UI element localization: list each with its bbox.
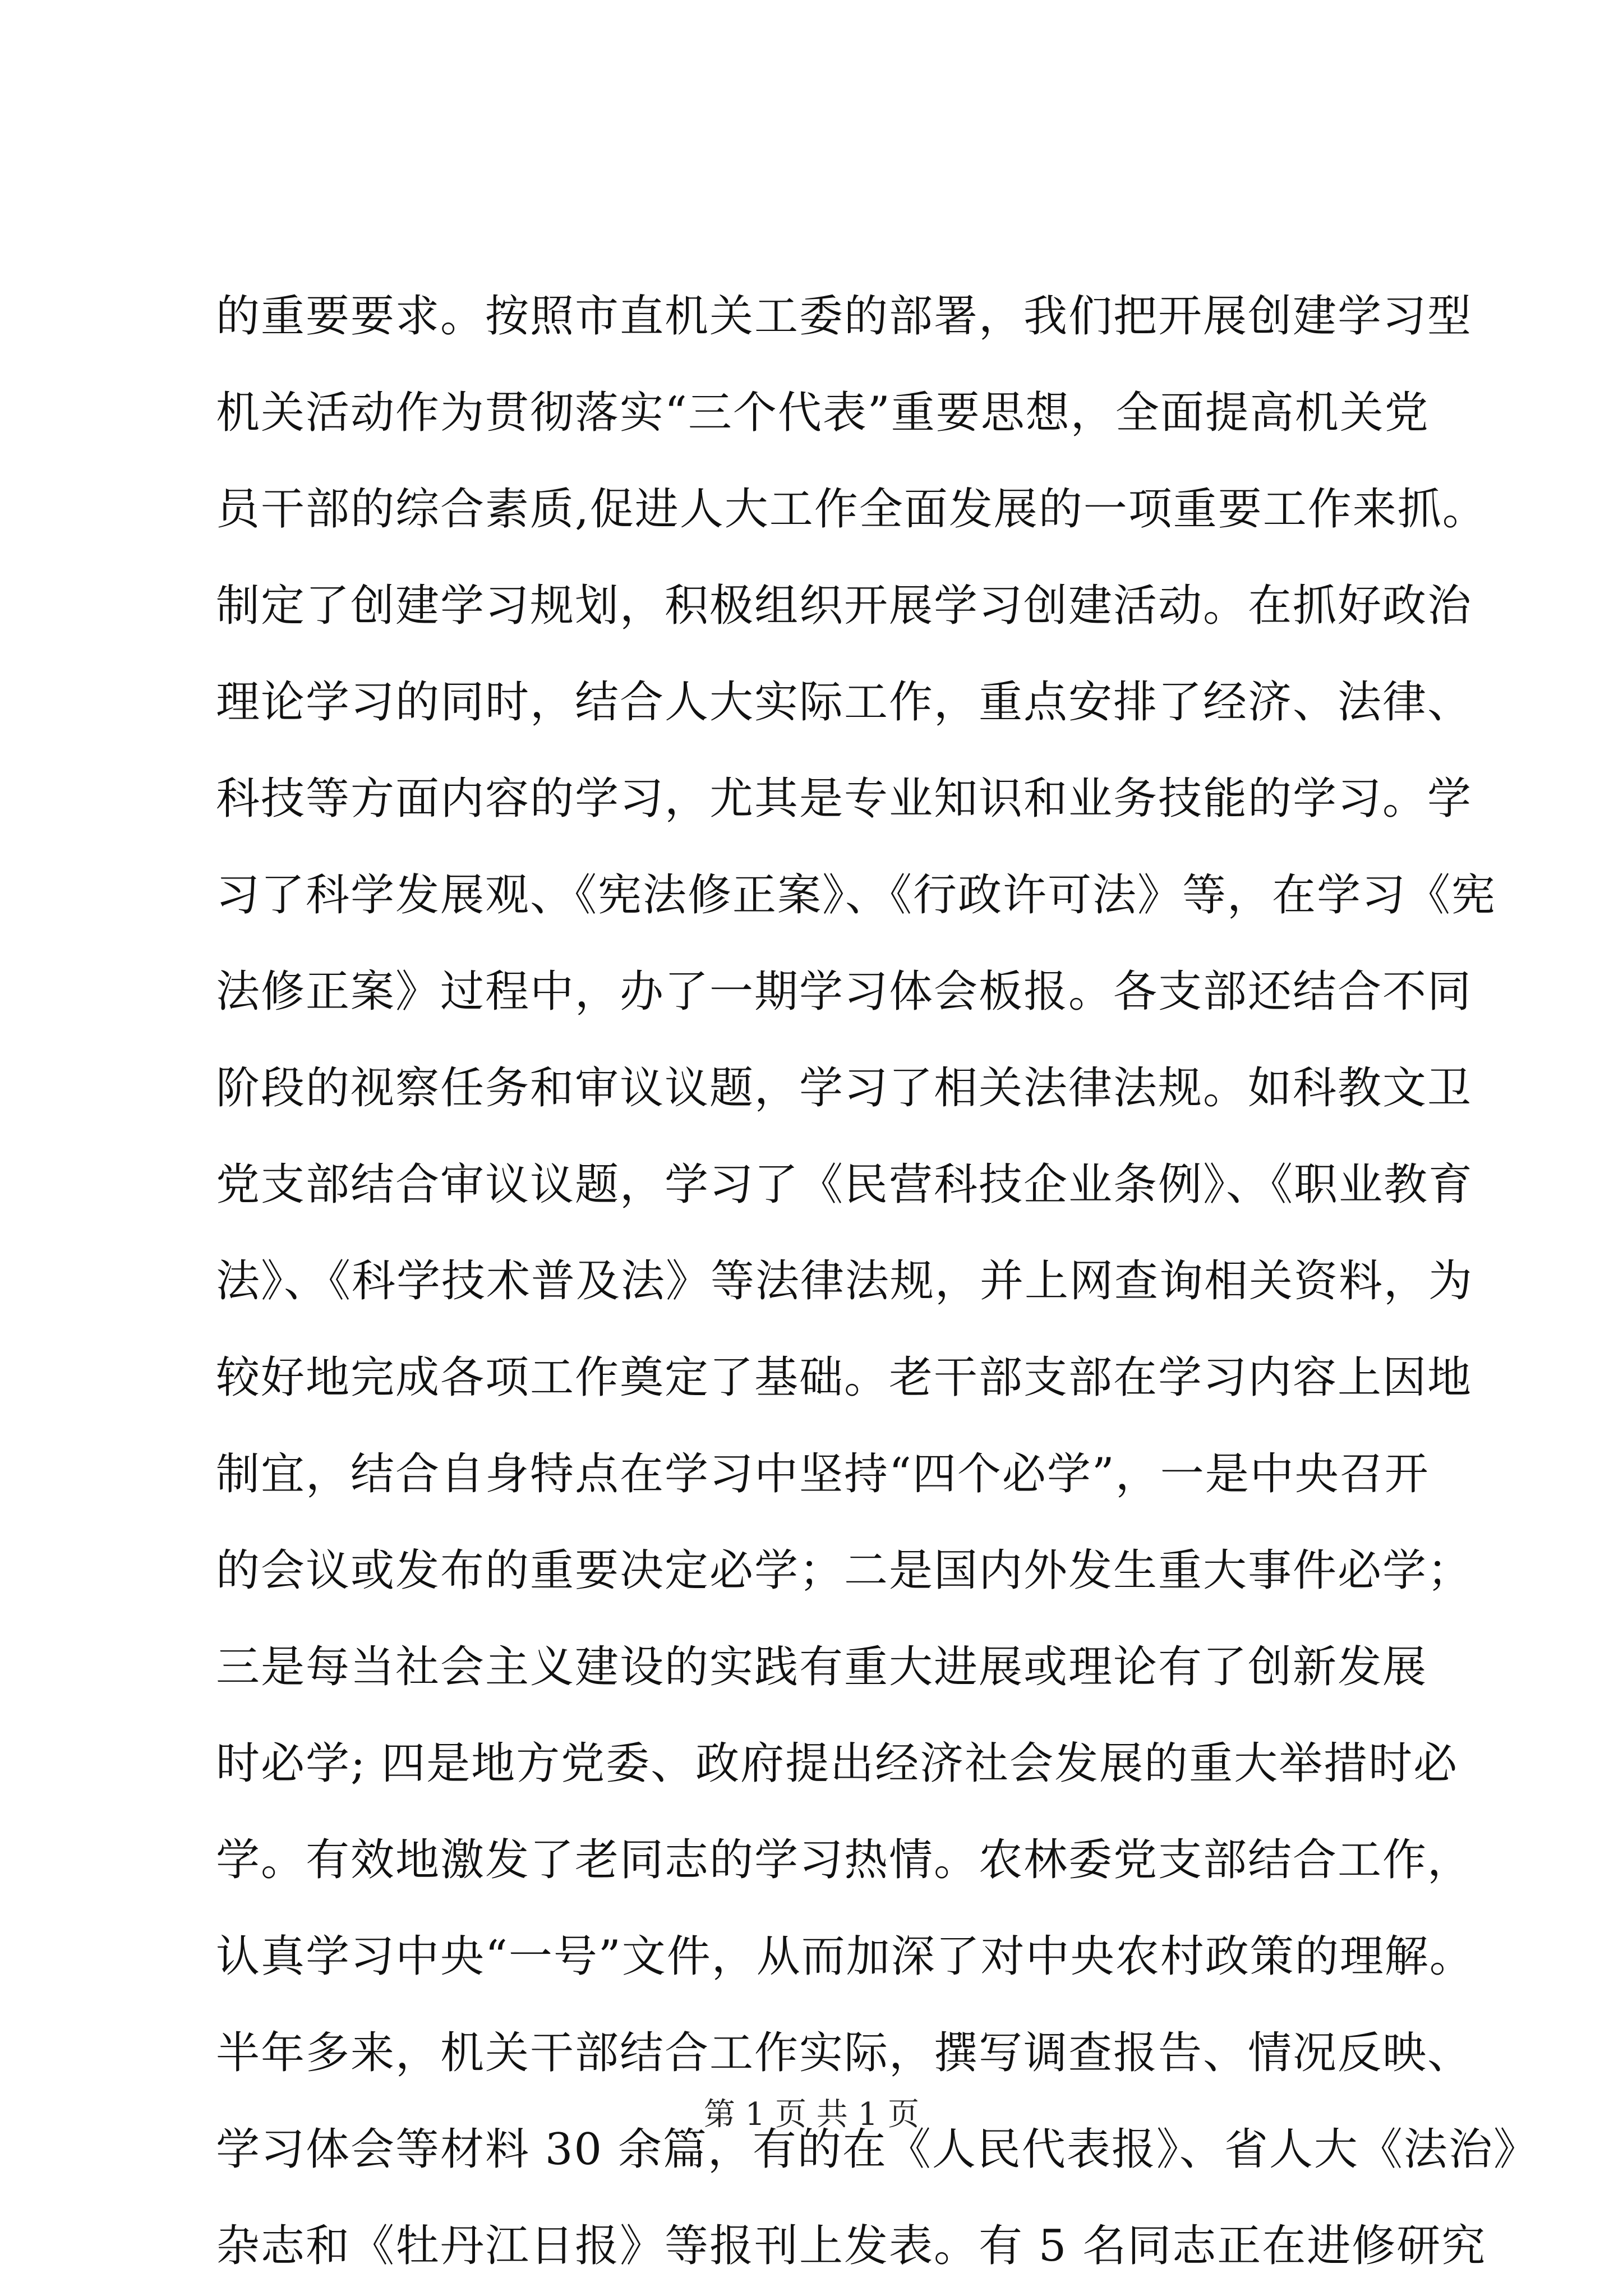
text-line: 党支部结合审议议题，学习了《民营科技企业条例》、《职业教育 bbox=[216, 1159, 1474, 1210]
text-line: 法》、《科学技术普及法》等法律法规，并上网查询相关资料，为 bbox=[216, 1256, 1474, 1306]
text-line: 学。有效地激发了老同志的学习热情。农林委党支部结合工作， bbox=[216, 1835, 1473, 1885]
page-number: 第 1 页 共 1 页 bbox=[703, 2096, 920, 2133]
body-text bbox=[216, 268, 1538, 2294]
text-line: 理论学习的同时，结合人大实际工作，重点安排了经济、法律、 bbox=[216, 677, 1473, 728]
text-line: 科技等方面内容的学习，尤其是专业知识和业务技能的学习。学 bbox=[216, 774, 1473, 824]
text-line: 学习体会等材料 30 余篇，有的在《人民代表报》、省人大《法治》 bbox=[216, 2124, 1538, 2175]
text-line: 三是每当社会主义建设的实践有重大进展或理论有了创新发展 bbox=[216, 1642, 1428, 1692]
text-line: 制定了创建学习规划，积极组织开展学习创建活动。在抓好政治 bbox=[216, 581, 1473, 631]
text-line: 较好地完成各项工作奠定了基础。老干部支部在学习内容上因地 bbox=[216, 1352, 1473, 1403]
text-line: 时必学; 四是地方党委、政府提出经济社会发展的重大举措时必 bbox=[216, 1738, 1459, 1789]
text-line: 半年多来，机关干部结合工作实际，撰写调查报告、情况反映、 bbox=[216, 2028, 1473, 2078]
text-line: 杂志和《牡丹江日报》等报刊上发表。有 5 名同志正在进修研究 bbox=[216, 2221, 1487, 2271]
text-line: 机关活动作为贯彻落实“三个代表”重要思想，全面提高机关党 bbox=[216, 388, 1430, 438]
text-line: 制宜，结合自身特点在学习中坚持“四个必学”，一是中央召开 bbox=[216, 1449, 1430, 1499]
text-line: 法修正案》过程中，办了一期学习体会板报。各支部还结合不同 bbox=[216, 967, 1473, 1017]
text-line: 的会议或发布的重要决定必学；二是国内外发生重大事件必学； bbox=[216, 1545, 1473, 1596]
text-line: 习了科学发展观、《宪法修正案》、《行政许可法》等，在学习《宪 bbox=[216, 870, 1497, 921]
text-line: 的重要要求。按照市直机关工委的部署，我们把开展创建学习型 bbox=[216, 291, 1473, 342]
text-line: 员干部的综合素质,促进人大工作全面发展的一项重要工作来抓。 bbox=[216, 484, 1487, 535]
text-line: 阶段的视察任务和审议议题，学习了相关法律法规。如科教文卫 bbox=[216, 1063, 1473, 1114]
page-footer bbox=[0, 2092, 1623, 2137]
text-line: 认真学习中央“一号”文件，从而加深了对中央农村政策的理解。 bbox=[216, 1931, 1474, 1982]
